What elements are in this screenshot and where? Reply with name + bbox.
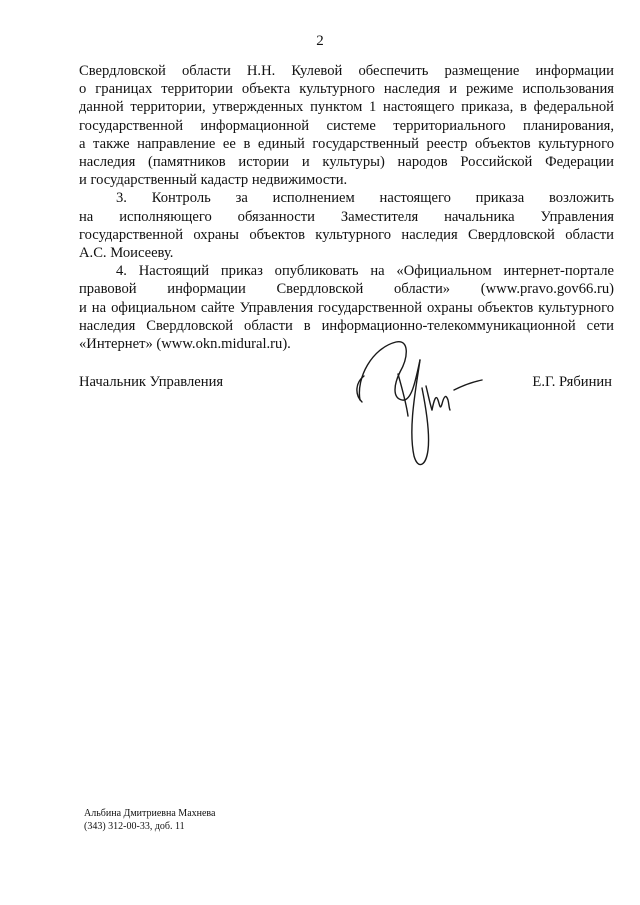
paragraph-1-line-7: и государственный кадастр недвижимости.: [79, 172, 348, 189]
paragraph-3-line-2: правовой информации Свердловской области» (www.pravo.gov66.ru): [79, 281, 614, 298]
paragraph-1-line-3: данной территории, утвержденных пунктом 1 настоящего приказа, в федеральной: [79, 99, 614, 116]
contact-phone: (343) 312-00-33, доб. 11: [84, 821, 185, 832]
paragraph-3-line-1: 4. Настоящий приказ опубликовать на «Официальном интернет-портале: [116, 263, 614, 280]
paragraph-2-line-1: 3. Контроль за исполнением настоящего приказа возложить: [116, 190, 614, 207]
paragraph-2-line-4: А.С. Моисееву.: [79, 245, 174, 262]
paragraph-3-line-4: наследия Свердловской области в информационно-телекоммуникационной сети: [79, 317, 614, 334]
handwritten-signature: [350, 338, 490, 478]
signer-title: Начальник Управления: [79, 374, 224, 390]
paragraph-1-line-2: о границах территории объекта культурного наследия и режиме использования: [79, 81, 614, 98]
document-body: [79, 62, 614, 353]
signer-name: Е.Г. Рябинин: [532, 374, 612, 390]
paragraph-1-line-4: государственной информационной системе территориального планирования,: [79, 117, 614, 134]
contact-name: Альбина Дмитриевна Махнева: [84, 808, 216, 819]
paragraph-3-line-3: и на официальном сайте Управления государственной охраны объектов культурного: [79, 299, 614, 316]
page-number: 2: [316, 33, 324, 49]
paragraph-1-line-1: Свердловской области Н.Н. Кулевой обеспечить размещение информации: [79, 63, 614, 79]
paragraph-1-line-6: наследия (памятников истории и культуры) народов Российской Федерации: [79, 154, 614, 171]
paragraph-2-line-3: государственной охраны объектов культурного наследия Свердловской области: [79, 226, 614, 243]
paragraph-1-line-5: а также направление ее в единый государственный реестр объектов культурного: [79, 135, 614, 152]
paragraph-3-line-5: «Интернет» (www.okn.midural.ru).: [79, 336, 291, 353]
paragraph-2-line-2: на исполняющего обязанности Заместителя начальника Управления: [79, 208, 614, 225]
contact-block: [84, 807, 215, 833]
